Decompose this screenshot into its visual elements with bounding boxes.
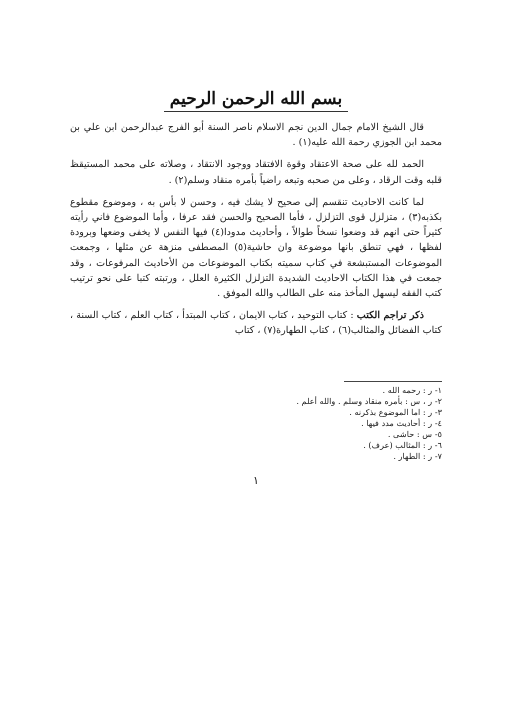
main-text bbox=[70, 120, 442, 346]
paragraph-praise: الحمد لله على صحة الاعتقاد وقوة الافتقاد ووجود الانتقاد ، وصلاته على محمد المستيقظ قلبه وقت الرقاد ، وعلى من صحبه وتبعه راضياً بأمره منقاد وسلم(٢) . bbox=[70, 159, 442, 186]
paragraph-intro: قال الشيخ الامام جمال الدين نجم الاسلام ناصر السنة أبو الفرج عبدالرحمن ابن علي بن محمد ابن الجوزي رحمة الله عليه(١) . bbox=[70, 122, 442, 149]
footnote-item: ١- ر : رحمه الله . bbox=[382, 385, 442, 395]
page-number: ١ bbox=[253, 474, 259, 487]
toc-heading: ذكر تراجم الكتب bbox=[356, 310, 424, 322]
basmala-text: بسم الله الرحمن الرحيم bbox=[164, 89, 348, 112]
footnote-divider bbox=[344, 381, 442, 382]
footnote-item: ٣- ر : اما الموضوع بذكرنه . bbox=[349, 407, 442, 417]
footnote-item: ٢- ر ، س : بأمره منقاد وسلم . والله أعلم . bbox=[296, 396, 442, 406]
paragraph-toc bbox=[70, 308, 442, 338]
footnote-item: ٧- ر : الطهار . bbox=[393, 451, 442, 461]
footnote-item: ٦- ر : المثالب (عرف) . bbox=[363, 440, 442, 450]
footnotes bbox=[202, 385, 442, 462]
paragraph-hadith-types: لما كانت الاحاديث تنقسم إلى صحيح لا يشك فيه ، وحسن لا بأس به ، وموضوع مقطوع بكذبه(٣) ، متزلزل قوى التزلزل ، فأما الصحيح والحسن فقد عرفا ، وأما الموضوع فاني رأيته كثيراً حتى انهم قد وضعوا نسخاً طوالاً ، وأحاديث مدودا(٤) فيها النفس لا يخفى وضعها وبرودة لفظها ، فهي تنطق بانها موضوعة وان حاشية(٥) المصطفى منزهة عن مثلها ، وجمعت الموضوعات المستبشعة في كتاب سميته بكتاب الموضوعات من الأحاديث المرفوعات ، وقد جمعت في هذا الكتاب الاحاديث الشديدة التزلزل الكثيرة العلل ، ورتبته كتبا على نحو ترتيب كتب الفقه ليسهل المأخذ منه على الطالب والله الموفق . bbox=[70, 196, 442, 300]
basmala-header bbox=[0, 82, 512, 118]
toc-text: : كتاب التوحيد ، كتاب الايمان ، كتاب المبتدأ ، كتاب العلم ، كتاب السنة ، كتاب الفضائل والمثالب(٦) ، كتاب الطهارة(٧) ، كتاب bbox=[70, 310, 442, 337]
footnote-item: ٤- ر : أحاديث مدد فيها . bbox=[361, 418, 442, 428]
footnote-item: ٥- س : حاشى . bbox=[387, 429, 442, 439]
